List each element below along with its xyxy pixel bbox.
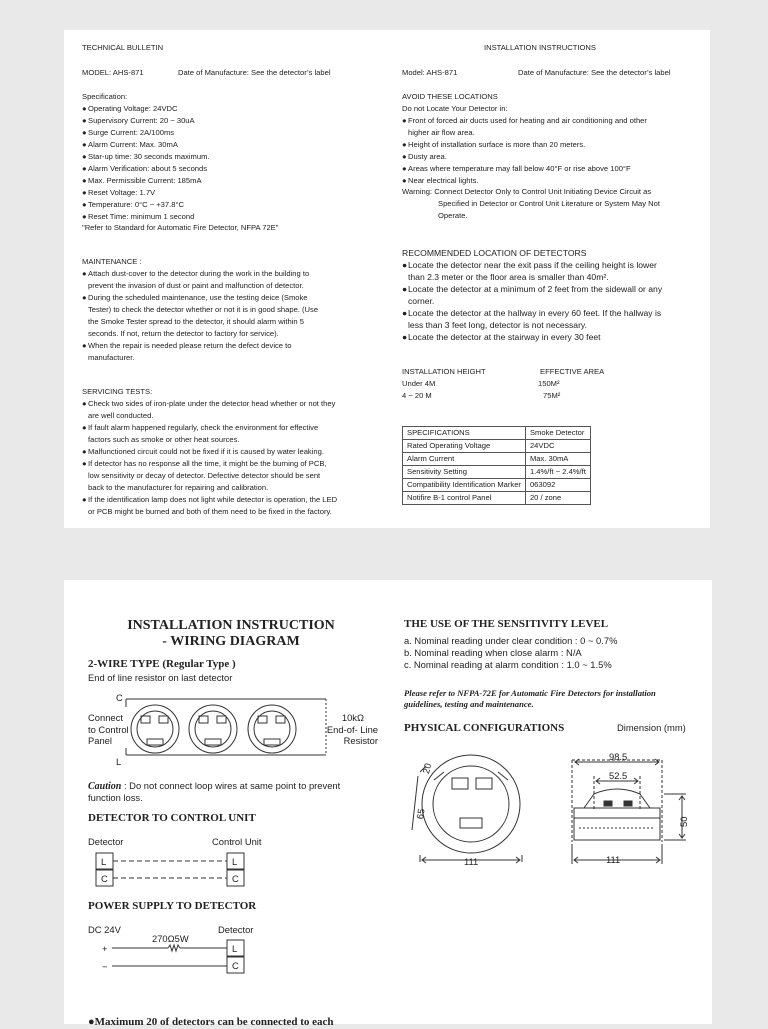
- specification-list: [82, 103, 210, 223]
- spec-table-row: [403, 492, 591, 505]
- installation-bulletin-page: [64, 30, 710, 528]
- servicing-item-text: low sensitivity or decay of detector. Defective detector should be sent: [88, 471, 321, 480]
- maintenance-item-text: Attach dust-cover to the detector during the work in the building to: [88, 269, 310, 278]
- bullet-icon: ●: [82, 459, 87, 468]
- maintenance-item-2: [82, 292, 318, 304]
- servicing-item-text: are well conducted.: [88, 411, 154, 420]
- spec-table-row: [403, 479, 591, 492]
- servicing-item-text: Malfunctioned circuit could not be fixed if it is caused by water leaking.: [88, 447, 324, 456]
- maintenance-item-text: Tester) to check the detector whether or not it is in good shape. (Use: [88, 305, 319, 314]
- header-right: INSTALLATION INSTRUCTIONS: [484, 43, 596, 52]
- spec-table-value: 24VDC: [525, 440, 590, 453]
- recommended-item-text: than 2.3 meter or the floor area is smaller than 40m².: [408, 272, 609, 282]
- specifications-table: [402, 426, 591, 505]
- avoid-item-4: [402, 163, 647, 175]
- bullet-icon: ●: [82, 269, 87, 278]
- recommended-item-text: corner.: [408, 296, 435, 306]
- dim-65: 65: [414, 807, 427, 820]
- recommended-item-2-cont: [402, 295, 662, 307]
- bullet-icon: ●: [402, 260, 408, 270]
- bullet-icon: ●: [82, 104, 87, 113]
- spec-item-text: Surge Current: 2A/100ms: [88, 128, 175, 137]
- dimension-label: Dimension (mm): [617, 722, 686, 733]
- maintenance-item-text: the Smoke Tester spread to the detector, it should alarm within 5: [88, 317, 304, 326]
- bullet-icon: ●: [82, 293, 87, 302]
- psd-title: POWER SUPPLY TO DETECTOR: [88, 900, 257, 912]
- dim-50: 50: [678, 816, 689, 827]
- spec-table-key: Sensitivity Setting: [403, 466, 526, 479]
- maintenance-item-3: [82, 340, 318, 352]
- spec-item-3: [82, 127, 210, 139]
- psd-minus: −: [102, 961, 108, 972]
- servicing-item-2-cont: [82, 434, 337, 446]
- dim-52-5: 52.5: [609, 770, 628, 781]
- spec-item-text: Alarm Verification: about 5 seconds: [88, 164, 208, 173]
- area-row-1: 150M²: [538, 379, 560, 388]
- spec-table-row: [403, 453, 591, 466]
- maintenance-item-text: When the repair is needed please return the defect device to: [88, 341, 292, 350]
- psd-term-l: L: [232, 943, 238, 954]
- caution-line-1: Caution : Do not connect loop wires at same point to prevent: [88, 780, 341, 792]
- wiring-diagram-page: [64, 580, 712, 1028]
- bullet-icon: ●: [402, 152, 407, 161]
- avoid-item-1: [402, 115, 647, 127]
- spec-item-5: [82, 151, 210, 163]
- bullet-icon: ●: [402, 308, 408, 318]
- sensitivity-item-c: c. Nominal reading at alarm condition : 1.0 ~ 1.5%: [404, 659, 612, 670]
- height-row-2: 4 ~ 20 M: [402, 391, 432, 400]
- avoid-item-1-cont: [402, 127, 647, 139]
- spec-item-text: Star-up time: 30 seconds maximum.: [88, 152, 210, 161]
- servicing-item-text: If the identification lamp does not light while detector is operation, the LED: [88, 495, 338, 504]
- spec-item-9: [82, 199, 210, 211]
- two-wire-title: 2-WIRE TYPE (Regular Type ): [88, 658, 236, 670]
- connect-panel-label: Connect to Control Panel: [88, 712, 129, 746]
- servicing-item-text: If fault alarm happened regularly, check the environment for effective: [88, 423, 319, 432]
- servicing-item-text: back to the manufacturer for repairing and calibration.: [88, 483, 269, 492]
- spec-table-row: [403, 427, 591, 440]
- spec-item-7: [82, 175, 210, 187]
- bullet-icon: ●: [82, 447, 87, 456]
- model-right: Model: AHS-871: [402, 68, 458, 77]
- servicing-item-5-cont: [82, 506, 337, 518]
- avoid-title: AVOID THESE LOCATIONS: [402, 92, 498, 101]
- servicing-item-2: [82, 422, 337, 434]
- servicing-item-4-cont: [82, 482, 337, 494]
- servicing-item-text: or PCB might be burned and both of them need to be fixed in the factory.: [88, 507, 332, 516]
- maintenance-item-2-cont: [82, 316, 318, 328]
- spec-table-key: Alarm Current: [403, 453, 526, 466]
- bullet-icon: ●: [82, 164, 87, 173]
- bullet-icon: ●: [402, 116, 407, 125]
- avoid-item-3: [402, 151, 647, 163]
- spec-table-key: Notifire B-1 control Panel: [403, 492, 526, 505]
- avoid-item-2: [402, 139, 647, 151]
- avoid-item-text: Dusty area.: [408, 152, 447, 161]
- dcu-term-l-left: L: [101, 856, 107, 867]
- servicing-title: SERVICING TESTS:: [82, 387, 153, 396]
- sensitivity-title: THE USE OF THE SENSITIVITY LEVEL: [404, 618, 609, 630]
- height-header: INSTALLATION HEIGHT: [402, 367, 486, 376]
- recommended-item-4: [402, 331, 662, 343]
- spec-item-text: Operating Voltage: 24VDC: [88, 104, 178, 113]
- spec-item-text: Reset Time: minimum 1 second: [88, 212, 195, 221]
- maintenance-item-2-cont: [82, 328, 318, 340]
- maintenance-item-text: seconds. If not, return the detector to factory for service).: [88, 329, 279, 338]
- dcu-control-label: Control Unit: [212, 836, 262, 847]
- sensitivity-item-a: a. Nominal reading under clear condition : 0 ~ 0.7%: [404, 635, 618, 646]
- recommended-item-text: Locate the detector at the hallway in every 60 feet. If the hallway is: [408, 308, 662, 318]
- avoid-item-text: Near electrical lights.: [408, 176, 479, 185]
- bullet-icon: ●: [82, 495, 87, 504]
- warning-text: Warning: Connect Detector Only to Control Unit Initiating Device Circuit as Specified in Detector or Control Unit Literature or System May Not Operate.: [402, 187, 660, 220]
- servicing-item-text: Check two sides of iron-plate under the detector head whether or not they: [88, 399, 336, 408]
- wire-l-label: L: [116, 756, 122, 767]
- recommended-item-text: Locate the detector near the exit pass if the ceiling height is lower: [408, 260, 657, 270]
- bullet-icon: ●: [82, 423, 87, 432]
- recommended-item-2: [402, 283, 662, 295]
- spec-item-text: Max. Permissible Current: 185mA: [88, 176, 202, 185]
- maintenance-item-text: manufacturer.: [88, 353, 135, 362]
- bullet-icon: ●: [402, 332, 408, 342]
- dcu-title: DETECTOR TO CONTROL UNIT: [88, 812, 256, 824]
- avoid-item-text: Front of forced air ducts used for heating and air conditioning and other: [408, 116, 647, 125]
- recommended-item-3-cont: [402, 319, 662, 331]
- manufacture-left: Date of Manufacture: See the detector’s label: [178, 68, 331, 77]
- spec-table-key: Rated Operating Voltage: [403, 440, 526, 453]
- recommended-item-1: [402, 259, 662, 271]
- dcu-term-l-right: L: [232, 856, 238, 867]
- bullet-icon: ●: [402, 176, 407, 185]
- bullet-icon: ●: [82, 176, 87, 185]
- servicing-item-text: If detector has no response all the time, it might be the burning of PCB,: [88, 459, 327, 468]
- recommended-item-text: Locate the detector at the stairway in every 30 feet: [408, 332, 601, 342]
- servicing-item-text: factors such as smoke or other heat sources.: [88, 435, 240, 444]
- spec-item-8: [82, 187, 210, 199]
- spec-table-value: Max. 30mA: [525, 453, 590, 466]
- bullet-icon: ●: [82, 116, 87, 125]
- servicing-item-1: [82, 398, 337, 410]
- area-header: EFFECTIVE AREA: [540, 367, 605, 376]
- bullet-icon: ●: [82, 200, 87, 209]
- avoid-list: [402, 115, 647, 187]
- spec-table-value: Smoke Detector: [525, 427, 590, 440]
- wiring-title-line-1: INSTALLATION INSTRUCTION: [127, 618, 335, 633]
- spec-item-6: [82, 163, 210, 175]
- recommended-list: [402, 259, 662, 343]
- servicing-item-4: [82, 458, 337, 470]
- maintenance-item-text: During the scheduled maintenance, use the testing deice (Smoke: [88, 293, 308, 302]
- bullet-icon: ●: [82, 399, 87, 408]
- spec-table-value: 1.4%/ft ~ 2.4%/ft: [525, 466, 590, 479]
- model-left: MODEL: AHS-871: [82, 68, 144, 77]
- recommended-item-3: [402, 307, 662, 319]
- spec-table-row: [403, 440, 591, 453]
- maintenance-item-1: [82, 268, 318, 280]
- bullet-icon: ●: [82, 188, 87, 197]
- specification-title: Specification:: [82, 92, 128, 101]
- recommended-item-text: less than 3 feet long, detector is not necessary.: [408, 320, 587, 330]
- avoid-item-text: higher air flow area.: [408, 128, 475, 137]
- spec-table-key: SPECIFICATIONS: [403, 427, 526, 440]
- maintenance-item-text: prevent the invasion of dust or paint and malfunction of detector.: [88, 281, 304, 290]
- spec-table-key: Compatibility Identification Marker: [403, 479, 526, 492]
- caution-line-2: function loss.: [88, 792, 143, 803]
- bullet-icon: ●: [82, 152, 87, 161]
- spec-table-value: 063092: [525, 479, 590, 492]
- maintenance-list: [82, 268, 318, 364]
- nfpa-note-line-2: guidelines, testing and maintenance.: [404, 699, 534, 709]
- spec-item-4: [82, 139, 210, 151]
- avoid-intro: Do not Locate Your Detector in:: [402, 104, 508, 113]
- max-detectors-note: ●Maximum 20 of detectors can be connected to each: [88, 1016, 334, 1028]
- height-row-1: Under 4M: [402, 379, 436, 388]
- dcu-term-c-right: C: [232, 873, 239, 884]
- bullet-icon: ●: [82, 341, 87, 350]
- bullet-icon: ●: [82, 128, 87, 137]
- psd-plus: +: [102, 943, 108, 954]
- dcu-term-c-left: C: [101, 873, 108, 884]
- servicing-item-3: [82, 446, 337, 458]
- spec-table-row: [403, 466, 591, 479]
- detector-base-icon: [422, 755, 520, 853]
- recommended-item-text: Locate the detector at a minimum of 2 feet from the sidewall or any: [408, 284, 663, 294]
- bullet-icon: ●: [82, 140, 87, 149]
- avoid-item-text: Areas where temperature may fall below 40°F or rise above 100°F: [408, 164, 631, 173]
- physical-config-drawing: [64, 580, 712, 1024]
- maintenance-item-3-cont: [82, 352, 318, 364]
- maintenance-item-1-cont: [82, 280, 318, 292]
- bullet-icon: ●: [402, 164, 407, 173]
- spec-item-text: Temperature: 0°C ~ +37.8°C: [88, 200, 184, 209]
- servicing-item-4-cont: [82, 470, 337, 482]
- psd-dc-label: DC 24V: [88, 924, 121, 935]
- spec-item-text: Reset Voltage: 1.7V: [88, 188, 156, 197]
- maintenance-title: MAINTENANCE :: [82, 257, 142, 266]
- manufacture-right: Date of Manufacture: See the detector’s label: [518, 68, 671, 77]
- avoid-item-text: Height of installation surface is more than 20 meters.: [408, 140, 586, 149]
- maintenance-item-2-cont: [82, 304, 318, 316]
- spec-item-1: [82, 103, 210, 115]
- wire-c-label: C: [116, 692, 123, 703]
- bullet-icon: ●: [402, 284, 408, 294]
- spec-item-text: Supervisory Current: 20 ~ 30uA: [88, 116, 195, 125]
- recommended-item-1-cont: [402, 271, 662, 283]
- psd-detector-label: Detector: [218, 924, 254, 935]
- spec-table-value: 20 / zone: [525, 492, 590, 505]
- two-wire-subtitle: End of line resistor on last detector: [88, 672, 233, 683]
- psd-resistor-label: 270Ω5W: [152, 933, 189, 944]
- servicing-item-5: [82, 494, 337, 506]
- physical-config-title: PHYSICAL CONFIGURATIONS: [404, 722, 565, 734]
- dim-20: 20: [420, 761, 434, 775]
- wiring-title-line-2: - WIRING DIAGRAM: [162, 634, 300, 649]
- dim-111-right: 111: [606, 854, 621, 865]
- nfpa-note-line-1: Please refer to NFPA-72E for Automatic Fire Detectors for installation: [404, 688, 656, 698]
- dim-111-left: 111: [464, 856, 479, 867]
- end-of-line-label: 10kΩ End-of- Line Resistor: [326, 712, 378, 746]
- specification-reference: "Refer to Standard for Automatic Fire Detector, NFPA 72E": [82, 223, 279, 232]
- psd-term-c: C: [232, 960, 239, 971]
- dcu-detector-label: Detector: [88, 836, 124, 847]
- bullet-icon: ●: [82, 212, 87, 221]
- spec-item-text: Alarm Current: Max. 30mA: [88, 140, 178, 149]
- servicing-item-1-cont: [82, 410, 337, 422]
- spec-item-2: [82, 115, 210, 127]
- header-left: TECHNICAL BULLETIN: [82, 43, 164, 52]
- bullet-icon: ●: [402, 140, 407, 149]
- recommended-title: RECOMMENDED LOCATION OF DETECTORS: [402, 248, 587, 258]
- servicing-list: [82, 398, 337, 518]
- dim-98-5: 98.5: [609, 751, 628, 762]
- area-row-2: 75M²: [543, 391, 561, 400]
- sensitivity-item-b: b. Nominal reading when close alarm : N/A: [404, 647, 582, 658]
